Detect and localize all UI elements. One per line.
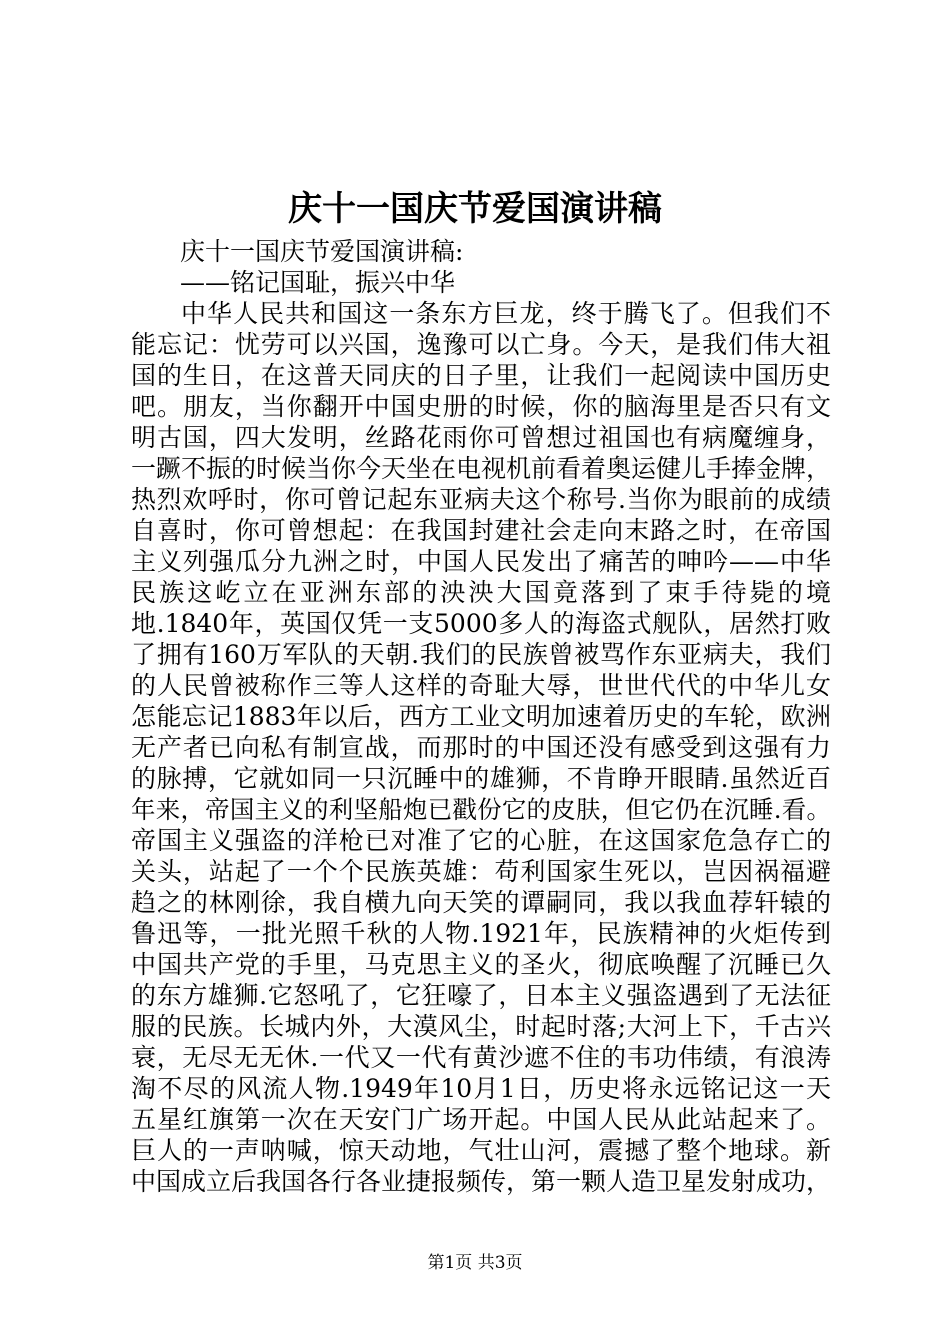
body-line: 了拥有160万军队的天朝.我们的民族曾被骂作东亚病夫，我们 (131, 640, 831, 669)
body-line: 主义列强瓜分九洲之时，中国人民发出了痛苦的呻吟——中华 (131, 547, 831, 576)
body-line: 无产者已向私有制宣战，而那时的中国还没有感受到这强有力 (131, 733, 831, 762)
body-line: 衰，无尽无无休.一代又一代有黄沙遮不住的韦功伟绩，有浪涛 (131, 1043, 831, 1072)
body-line: 年来，帝国主义的利坚船炮已戳份它的皮肤，但它仍在沉睡.看。 (131, 795, 831, 824)
body-line: 吧。朋友，当你翻开中国史册的时候，你的脑海里是否只有文 (131, 392, 831, 421)
page-footer: 第1页 共3页 (427, 1253, 523, 1273)
body-line: 能忘记：忧劳可以兴国，逸豫可以亡身。今天，是我们伟大祖 (131, 330, 831, 359)
body-line: 自喜时，你可曾想起：在我国封建社会走向末路之时，在帝国 (131, 516, 831, 545)
body-line: 淘不尽的风流人物.1949年10月1日，历史将永远铭记这一天 (131, 1074, 831, 1103)
body-line: 鲁迅等，一批光照千秋的人物.1921年，民族精神的火炬传到 (131, 919, 831, 948)
body-line: 巨人的一声呐喊，惊天动地，气壮山河，震撼了整个地球。新 (131, 1136, 831, 1165)
body-line: 明古国，四大发明，丝路花雨你可曾想过祖国也有病魔缠身， (131, 423, 831, 452)
document-title: 庆十一国庆节爱国演讲稿 (288, 189, 662, 229)
body-line: 关头，站起了一个个民族英雄：苟利国家生死以，岂因祸福避 (131, 857, 831, 886)
body-text (131, 298, 831, 1197)
body-line: 的东方雄狮.它怒吼了，它狂嚎了，日本主义强盗遇到了无法征 (131, 981, 831, 1010)
body-line: 地.1840年，英国仅凭一支5000多人的海盗式舰队，居然打败 (131, 609, 831, 638)
body-line: 中国成立后我国各行各业捷报频传，第一颗人造卫星发射成功， (131, 1167, 832, 1196)
body-line: 服的民族。长城内外，大漠风尘，时起时落;大河上下，千古兴 (131, 1012, 831, 1041)
sub-heading: ——铭记国耻，振兴中华 (180, 268, 456, 297)
body-line: 中国共产党的手里，马克思主义的圣火，彻底唤醒了沉睡已久 (131, 950, 831, 979)
body-line: 一蹶不振的时候当你今天坐在电视机前看着奥运健儿手捧金牌， (131, 454, 832, 483)
body-line: 国的生日，在这普天同庆的日子里，让我们一起阅读中国历史 (131, 361, 831, 390)
body-line: 怎能忘记1883年以后，西方工业文明加速着历史的车轮，欧洲 (131, 702, 831, 731)
body-line: 民族这屹立在亚洲东部的泱泱大国竟落到了束手待毙的境 (131, 578, 831, 607)
body-line: 五星红旗第一次在天安门广场开起。中国人民从此站起来了。 (131, 1105, 831, 1134)
body-line: 的人民曾被称作三等人这样的奇耻大辱，世世代代的中华儿女 (131, 671, 831, 700)
body-line: 中华人民共和国这一条东方巨龙，终于腾飞了。但我们不 (181, 299, 831, 328)
body-line: 趋之的林刚徐，我自横九向天笑的谭嗣同，我以我血荐轩辕的 (131, 888, 831, 917)
body-line: 的脉搏，它就如同一只沉睡中的雄狮，不肯睁开眼睛.虽然近百 (131, 764, 831, 793)
body-line: 热烈欢呼时，你可曾记起东亚病夫这个称号.当你为眼前的成绩 (131, 485, 831, 514)
intro-line: 庆十一国庆节爱国演讲稿: (180, 237, 464, 266)
body-line: 帝国主义强盗的洋枪已对准了它的心脏，在这国家危急存亡的 (131, 826, 831, 855)
